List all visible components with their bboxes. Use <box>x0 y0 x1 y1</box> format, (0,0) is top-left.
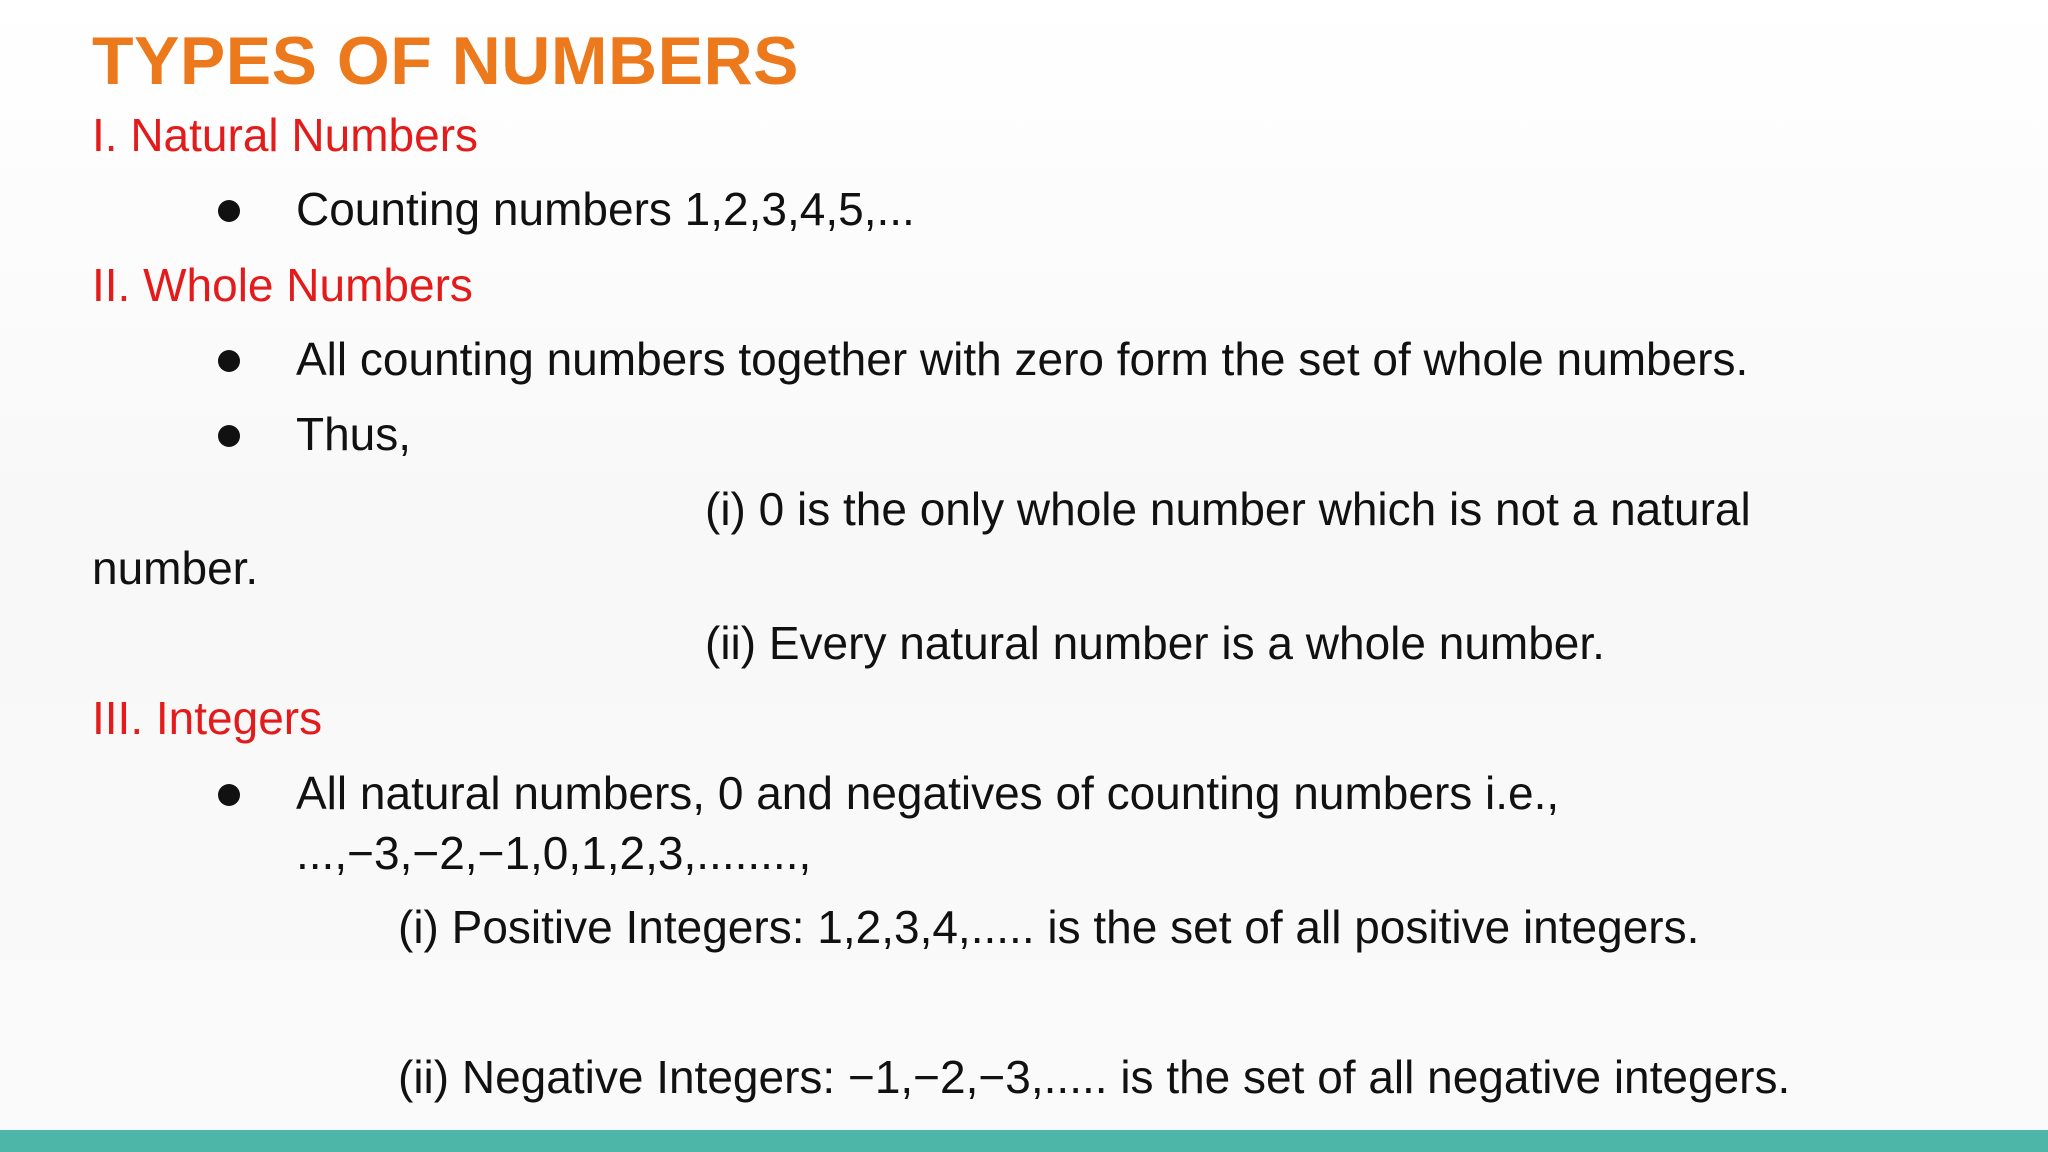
integers-note-positive: (i) Positive Integers: 1,2,3,4,..... is the set of all positive integers. <box>398 901 1700 953</box>
bullet-icon <box>218 350 240 372</box>
section-heading-natural-numbers: I. Natural Numbers <box>92 109 479 161</box>
footer-bar <box>0 1130 2048 1152</box>
whole-numbers-note-2: (ii) Every natural number is a whole number. <box>705 617 1605 669</box>
whole-numbers-note-1-line-2: number. <box>92 542 259 594</box>
integers-note-negative: (ii) Negative Integers: −1,−2,−3,..... is the set of all negative integers. <box>398 1051 1791 1103</box>
bullet-icon <box>218 425 240 447</box>
whole-numbers-bullet-thus: Thus, <box>296 408 412 460</box>
bullet-icon <box>218 784 240 806</box>
section-heading-integers: III. Integers <box>92 692 323 744</box>
natural-numbers-bullet: Counting numbers 1,2,3,4,5,... <box>296 183 915 235</box>
slide-title: TYPES OF NUMBERS <box>92 23 799 99</box>
whole-numbers-note-1-line-1: (i) 0 is the only whole number which is not a natural <box>705 483 1751 535</box>
section-heading-whole-numbers: II. Whole Numbers <box>92 259 473 311</box>
integers-bullet-line-2: ...,−3,−2,−1,0,1,2,3,........, <box>296 827 812 879</box>
bullet-icon <box>218 200 240 222</box>
whole-numbers-bullet-definition: All counting numbers together with zero form the set of whole numbers. <box>296 333 1749 385</box>
integers-bullet-line-1: All natural numbers, 0 and negatives of counting numbers i.e., <box>296 767 1560 819</box>
